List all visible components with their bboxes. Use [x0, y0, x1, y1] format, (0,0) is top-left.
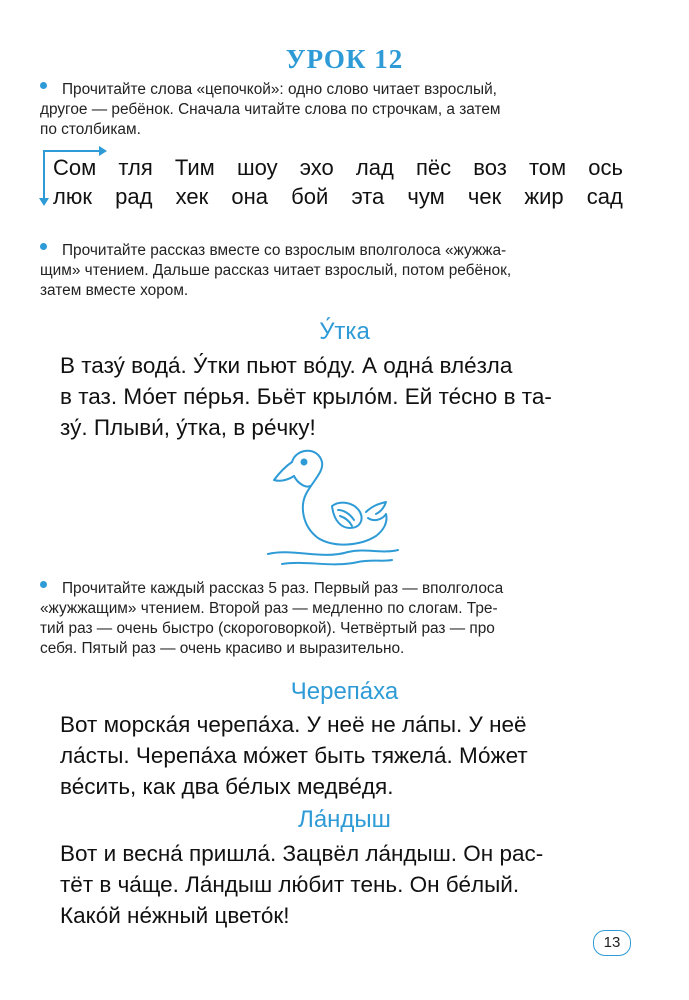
instruction-1: [40, 80, 638, 140]
story-title: Черепа́ха: [290, 678, 399, 705]
word: шоу: [236, 155, 278, 180]
story-line: Вот морска́я черепа́ха. У неё не ла́пы. У неё: [60, 712, 527, 737]
instruction-1-line: Прочитайте слова «цепочкой»: одно слово читает взрослый,: [62, 81, 497, 98]
instruction-2-line: затем вместе хором.: [40, 282, 189, 299]
word: жир: [524, 184, 564, 209]
instruction-3-line: Прочитайте каждый рассказ 5 раз. Первый раз — вполголоса: [62, 580, 504, 597]
story-line: Вот и весна́ пришла́. Зацвёл ла́ндыш. Он рас-: [60, 841, 544, 866]
instruction-3-line: себя. Пятый раз — очень красиво и выразительно.: [40, 640, 405, 657]
column-arrow-icon: [43, 152, 45, 204]
story-line: в таз. Мо́ет пе́рья. Бьёт крыло́м. Ей те́сно в та-: [60, 384, 552, 409]
instruction-3: [40, 579, 638, 659]
word: бой: [291, 184, 329, 209]
word: эхо: [299, 155, 334, 180]
story-line: зу́. Плыви́, у́тка, в ре́чку!: [60, 415, 316, 440]
story-text: [60, 350, 630, 443]
word: ось: [588, 155, 623, 180]
instruction-1-line: другое — ребёнок. Сначала читайте слова по строчкам, а затем: [40, 101, 501, 118]
word-row-1: [53, 155, 623, 181]
story-title: Ла́ндыш: [298, 806, 391, 833]
story-title: У́тка: [319, 318, 370, 345]
word: тля: [118, 155, 153, 180]
word: чек: [467, 184, 502, 209]
word: сад: [586, 184, 623, 209]
word: хек: [175, 184, 209, 209]
word: воз: [473, 155, 507, 180]
instruction-2: [40, 241, 638, 301]
story-line: ла́сты. Черепа́ха мо́жет быть тяжела́. Мо́жет: [60, 743, 528, 768]
word-row-2: [53, 184, 623, 210]
word: чум: [407, 184, 445, 209]
instruction-2-line: щим» чтением. Дальше рассказ читает взрослый, потом ребёнок,: [40, 262, 512, 279]
duck-illustration-icon: [262, 442, 402, 572]
instruction-1-line: по столбикам.: [40, 121, 141, 138]
page-number: 13: [593, 930, 631, 956]
story-line: В тазу́ вода́. У́тки пьют во́ду. А одна́ вле́зла: [60, 353, 513, 378]
word: лад: [355, 155, 394, 180]
instruction-3-line: «жужжащим» чтением. Второй раз — медленно по слогам. Тре-: [40, 600, 498, 617]
story-text: [60, 709, 630, 802]
story-line: ве́сить, как два бе́лых медве́дя.: [60, 774, 394, 799]
word: пёс: [415, 155, 452, 180]
word: Сом: [53, 155, 97, 180]
word: Тим: [174, 155, 215, 180]
word: эта: [351, 184, 385, 209]
lesson-title: УРОК 12: [285, 44, 404, 74]
word: она: [231, 184, 268, 209]
story-text: [60, 838, 630, 931]
instruction-3-line: тий раз — очень быстро (скороговоркой). Четвёртый раз — про: [40, 620, 495, 637]
word: том: [528, 155, 567, 180]
story-line: тёт в ча́ще. Ла́ндыш лю́бит тень. Он бе́лый.: [60, 872, 520, 897]
story-line: Како́й не́жный цвето́к!: [60, 903, 290, 928]
word: люк: [53, 184, 92, 209]
row-arrow-icon: [43, 150, 105, 152]
instruction-2-line: Прочитайте рассказ вместе со взрослым вполголоса «жужжа-: [62, 242, 507, 259]
word: рад: [115, 184, 153, 209]
